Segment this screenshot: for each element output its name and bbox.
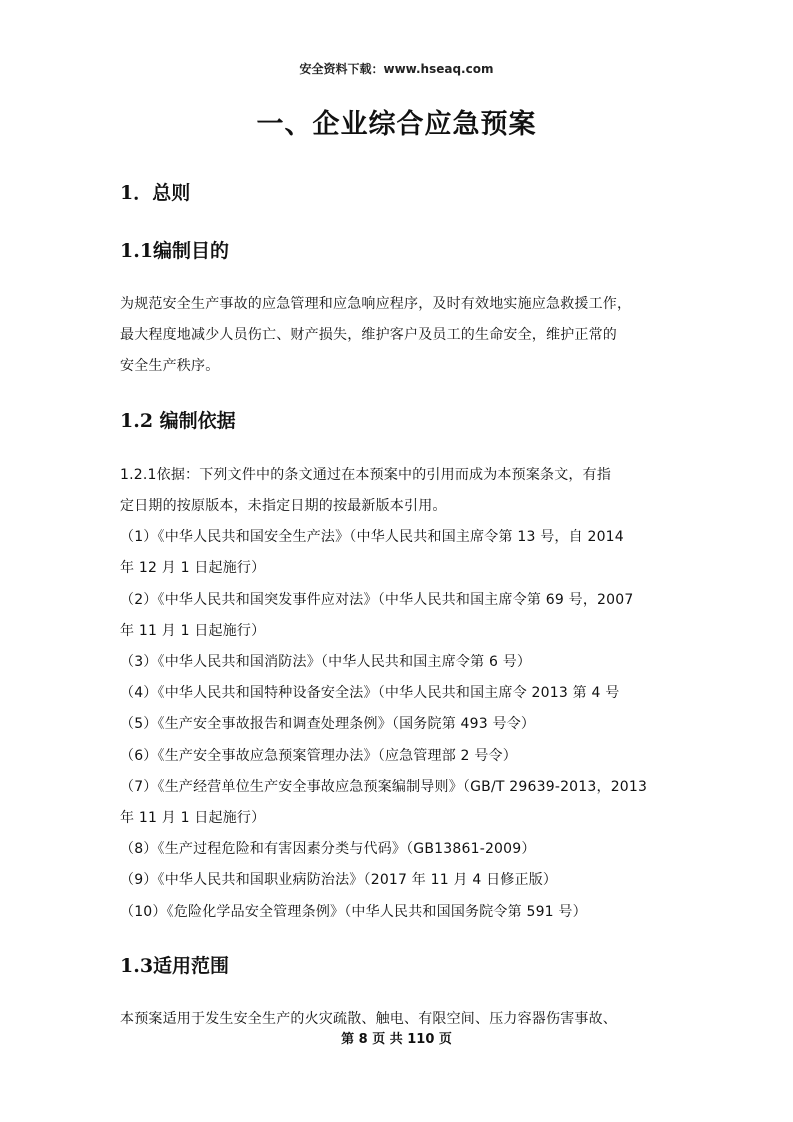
basis-line: （4）《中华人民共和国特种设备安全法》（中华人民共和国主席令 2013 第 4 号 [120, 685, 620, 701]
basis-line: （8）《生产过程危险和有害因素分类与代码》（GB13861-2009） [120, 841, 536, 857]
purpose-line: 最大程度地减少人员伤亡、财产损失，维护客户及员工的生命安全，维护正常的 [120, 327, 617, 343]
section-heading-purpose: 1.1编制目的 [120, 240, 230, 262]
basis-line: （2）《中华人民共和国突发事件应对法》（中华人民共和国主席令第 69 号，2007 [120, 592, 634, 608]
section-heading-basis: 1.2 编制依据 [120, 410, 236, 432]
page-header: 安全资料下载：www.hseaq.com [299, 62, 494, 76]
basis-line: （6）《生产安全事故应急预案管理办法》（应急管理部 2 号令） [120, 748, 517, 764]
basis-line: 年 11 月 1 日起施行） [120, 623, 266, 639]
basis-line: 1.2.1依据：下列文件中的条文通过在本预案中的引用而成为本预案条文，有指 [120, 467, 612, 483]
basis-line: （1）《中华人民共和国安全生产法》（中华人民共和国主席令第 13 号，自 2014 [120, 529, 624, 545]
basis-line: （7）《生产经营单位生产安全事故应急预案编制导则》（GB/T 29639-2013，2013 [120, 779, 648, 795]
basis-line: （3）《中华人民共和国消防法》（中华人民共和国主席令第 6 号） [120, 654, 532, 670]
scope-line: 本预案适用于发生安全生产的火灾疏散、触电、有限空间、压力容器伤害事故、 [120, 1011, 617, 1027]
basis-line: （5）《生产安全事故报告和调查处理条例》（国务院第 493 号令） [120, 716, 536, 732]
section-heading-scope: 1.3适用范围 [120, 955, 230, 977]
section-heading-general: 1．总则 [120, 182, 191, 204]
purpose-line: 安全生产秩序。 [120, 358, 220, 374]
basis-line: （9）《中华人民共和国职业病防治法》（2017 年 11 月 4 日修正版） [120, 872, 558, 888]
page-footer: 第 8 页 共 110 页 [341, 1032, 452, 1047]
basis-line: 年 11 月 1 日起施行） [120, 810, 266, 826]
document-title: 一、企业综合应急预案 [256, 109, 537, 140]
basis-line: 定日期的按原版本，未指定日期的按最新版本引用。 [120, 498, 447, 514]
basis-line: 年 12 月 1 日起施行） [120, 560, 266, 576]
purpose-line: 为规范安全生产事故的应急管理和应急响应程序，及时有效地实施应急救援工作， [120, 296, 632, 312]
basis-line: （10）《危险化学品安全管理条例》（中华人民共和国国务院令第 591 号） [120, 904, 587, 920]
